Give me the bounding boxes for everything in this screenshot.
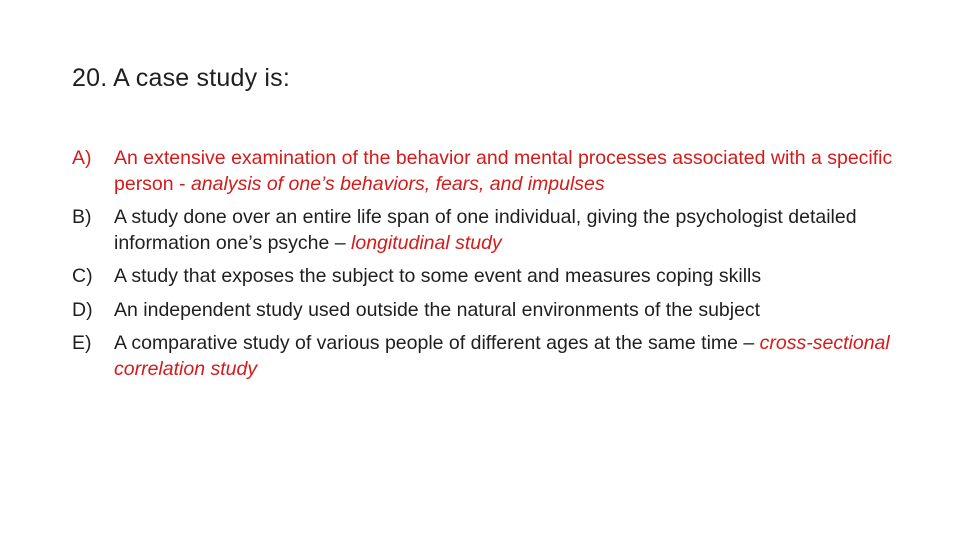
answer-option-b	[72, 205, 912, 256]
option-text: An independent study used outside the natural environments of the subject	[114, 298, 761, 321]
option-body	[114, 205, 912, 256]
option-body	[114, 298, 912, 324]
answer-options-list	[72, 146, 912, 390]
option-body	[114, 264, 912, 290]
option-letter: E)	[72, 332, 92, 354]
option-text: An extensive examination of the behavior and mental processes associated with a specific person -	[114, 147, 893, 195]
answer-option-d	[72, 298, 912, 324]
option-letter: B)	[72, 206, 92, 228]
option-letter: A)	[72, 147, 92, 169]
option-letter: D)	[72, 298, 93, 321]
answer-option-a	[72, 146, 912, 197]
option-text: A comparative study of various people of different ages at the same time –	[114, 332, 760, 354]
option-annotation: analysis of one’s behaviors, fears, and impulses	[190, 172, 605, 195]
option-text: A study done over an entire life span of one individual, giving the psychologist detailed information one’s psyche –	[114, 206, 857, 254]
option-text: A study that exposes the subject to some event and measures coping skills	[114, 265, 762, 287]
option-annotation: longitudinal study	[351, 231, 502, 254]
option-letter: C)	[72, 265, 93, 287]
question-title: 20. A case study is:	[72, 64, 291, 92]
option-body	[114, 331, 912, 382]
answer-option-e	[72, 331, 912, 382]
option-annotation: cross-sectional correlation study	[114, 332, 890, 380]
option-body	[114, 146, 912, 197]
answer-option-c	[72, 264, 912, 290]
